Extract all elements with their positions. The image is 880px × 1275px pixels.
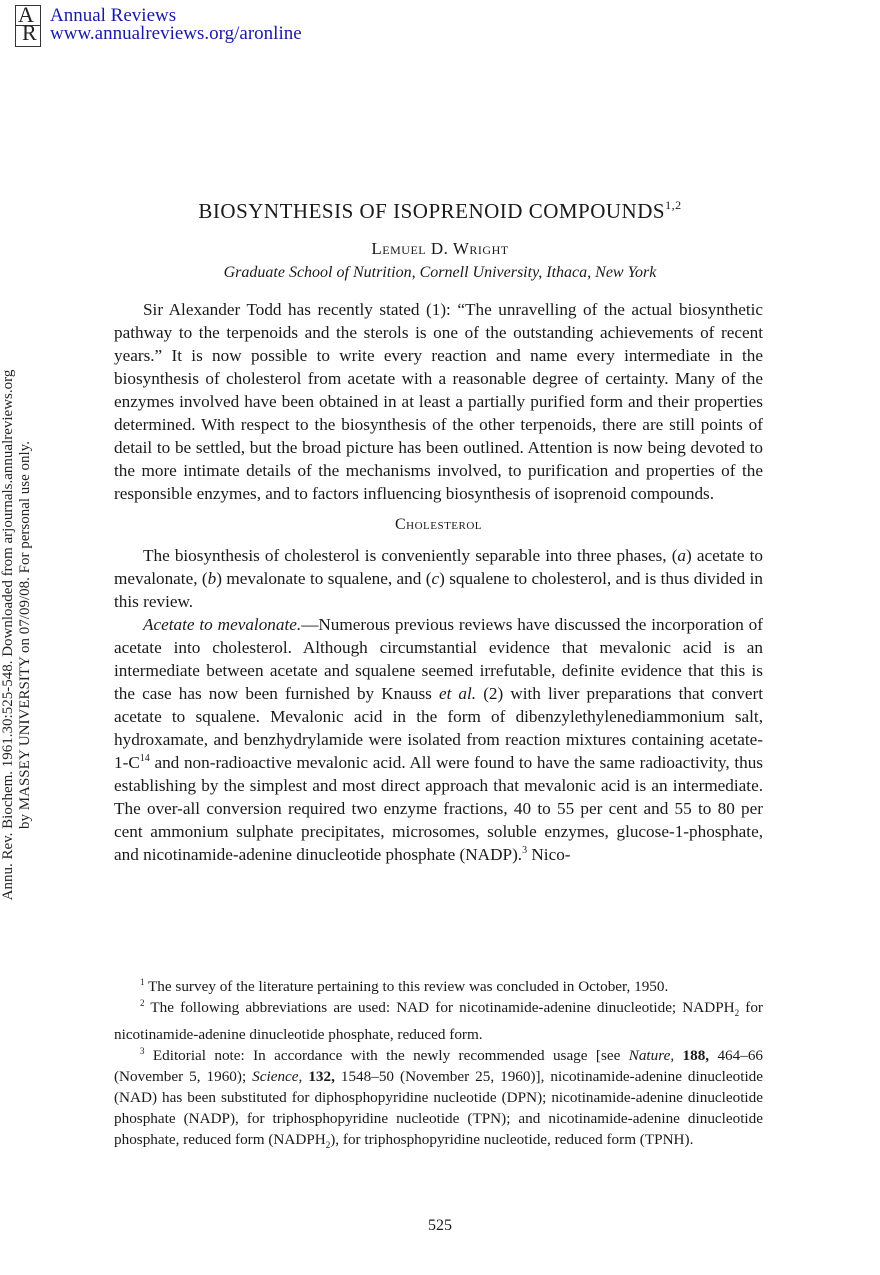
subsection-heading-acetate: Acetate to mevalonate. <box>143 615 302 634</box>
acetate-mevalonate-paragraph <box>114 613 763 866</box>
footnote-2-mark: 2 <box>140 998 145 1008</box>
para2-text-3: ) mevalonate to squalene, and ( <box>216 569 432 588</box>
footnote-3-subscript: 2 <box>325 1140 331 1151</box>
side-note-line2: by MASSEY UNIVERSITY on 07/09/08. For personal use only. <box>17 441 33 829</box>
footnote-2 <box>114 997 763 1045</box>
title-footnote-marks: 1,2 <box>665 198 682 212</box>
footnote-3 <box>114 1045 763 1156</box>
footnote-3-journal-nature: Nature, <box>628 1047 675 1065</box>
para2-italic-a: a <box>677 546 687 565</box>
para3-text-1: —Numerous previous reviews have discussed the incorporation of acetate into cholesterol. Although circumstantial evidence that mevalonic acid is an intermediate between acetate and squalene seemed irrefutable, definite evidence that this is the case has now been furnished by Knauss <box>114 615 764 703</box>
article-title <box>100 198 780 224</box>
logo-letter-a: A <box>18 2 34 27</box>
para2-text-1: The biosynthesis of cholesterol is conveniently separable into three phases, ( <box>143 546 678 565</box>
para2-text-4: ) squalene to cholesterol, and is thus divided in this review. <box>114 569 764 611</box>
footnotes <box>114 976 763 1156</box>
para3-et-al: et al. <box>438 684 477 703</box>
footnote-1-mark: 1 <box>140 977 145 987</box>
footnote-3-journal-science: Science, <box>252 1068 303 1086</box>
title-text: BIOSYNTHESIS OF ISOPRENOID COMPOUNDS <box>198 199 666 223</box>
isotope-superscript: 14 <box>139 753 150 764</box>
footnote-3-volume-188: 188, <box>682 1047 710 1065</box>
annual-reviews-url-link[interactable]: www.annualreviews.org/aronline <box>50 23 302 44</box>
article-body <box>114 298 763 866</box>
para2-italic-b: b <box>207 569 217 588</box>
footnote-3-mark: 3 <box>140 1046 145 1057</box>
author-affiliation: Graduate School of Nutrition, Cornell University, Ithaca, New York <box>223 264 657 281</box>
side-note-line1: Annu. Rev. Biochem. 1961.30:525-548. Downloaded from arjournals.annualreviews.org <box>0 369 16 901</box>
para3-text-3: and non-radioactive mevalonic acid. All were found to have the same radioactivity, thus establishing by the simplest and most direct approach that mevalonic acid is an intermediate. The over-all conversion required two enzyme fractions, 40 to 55 per cent and 55 to 80 per cent ammonium sulphate precipitates, microsomes, soluble enzymes, glucose-1-phosphate, and nicotinamide-adenine dinucleotide phosphate (NADP). <box>114 753 763 864</box>
para2-italic-c: c <box>431 569 440 588</box>
author-name: Lemuel D. Wright <box>371 239 509 258</box>
footnote-ref-3: 3 <box>522 845 528 856</box>
section-heading-cholesterol: Cholesterol <box>394 516 483 533</box>
logo-letter-r: R <box>22 20 37 45</box>
phases-paragraph <box>114 544 763 613</box>
para3-text-2: (2) with liver preparations that convert acetate to squalene. Mevalonic acid in the form of dibenzylethylenediammonium salt, hydroxamate, and benzhydrylamide were isolated from reaction mixtures containing acetate-1-C <box>114 684 763 772</box>
download-side-note <box>0 335 40 935</box>
footnote-2-text-2: for nicotinamide-adenine dinucleotide phosphate, reduced form. <box>114 999 763 1044</box>
page-number: 525 <box>428 1217 452 1234</box>
footnote-1 <box>114 976 763 997</box>
footnote-3-text-2: 464–66 (November 5, 1960); <box>114 1047 764 1086</box>
annual-reviews-logo <box>15 2 41 47</box>
intro-paragraph: Sir Alexander Todd has recently stated (1): “The unravelling of the actual biosynthetic pathway to the terpenoids and the sterols is one of the outstanding achievements of recent years.” It is now possible to write every reaction and name every intermediate in the biosynthesis of cholesterol from acetate with a reasonable degree of certainty. Many of the enzymes involved have been obtained in at least a partially purified form and their properties determined. With respect to the biosynthesis of the other terpenoids, there are still points of detail to be settled, but the broad picture has been outlined. Attention is now being devoted to the more intimate details of the mechanisms involved, to purification and properties of the responsible enzymes, and to factors influencing biosynthesis of isoprenoid compounds. <box>114 300 763 503</box>
footnote-2-text-1: The following abbreviations are used: NAD for nicotinamide-adenine dinucleotide; NADPH <box>144 999 735 1016</box>
footnote-3-text-1: Editorial note: In accordance with the newly recommended usage [see <box>144 1047 629 1065</box>
footnote-3-text-4: ), for triphosphopyridine nucleotide, reduced form (TPNH). <box>330 1131 694 1149</box>
para3-text-4: Nico- <box>527 845 571 864</box>
footnote-3-text-3: 1548–50 (November 25, 1960)], nicotinamide-adenine dinucleotide (NAD) has been substituted for diphosphopyridine nucleotide (DPN); nicotinamide-adenine dinucleotide phosphate (NADP), for triphosphopyridine nucleotide (TPN); and nicotinamide-adenine dinucleotide phosphate, reduced form (NADPH <box>114 1068 764 1149</box>
footnote-3-volume-132: 132, <box>308 1068 335 1086</box>
annual-reviews-link[interactable]: Annual Reviews <box>50 5 177 26</box>
para2-text-2: ) acetate to mevalonate, ( <box>114 546 763 588</box>
footnote-1-text: The survey of the literature pertaining to this review was concluded in October, 1950. <box>144 978 669 995</box>
footnote-2-subscript: 2 <box>734 1008 740 1019</box>
